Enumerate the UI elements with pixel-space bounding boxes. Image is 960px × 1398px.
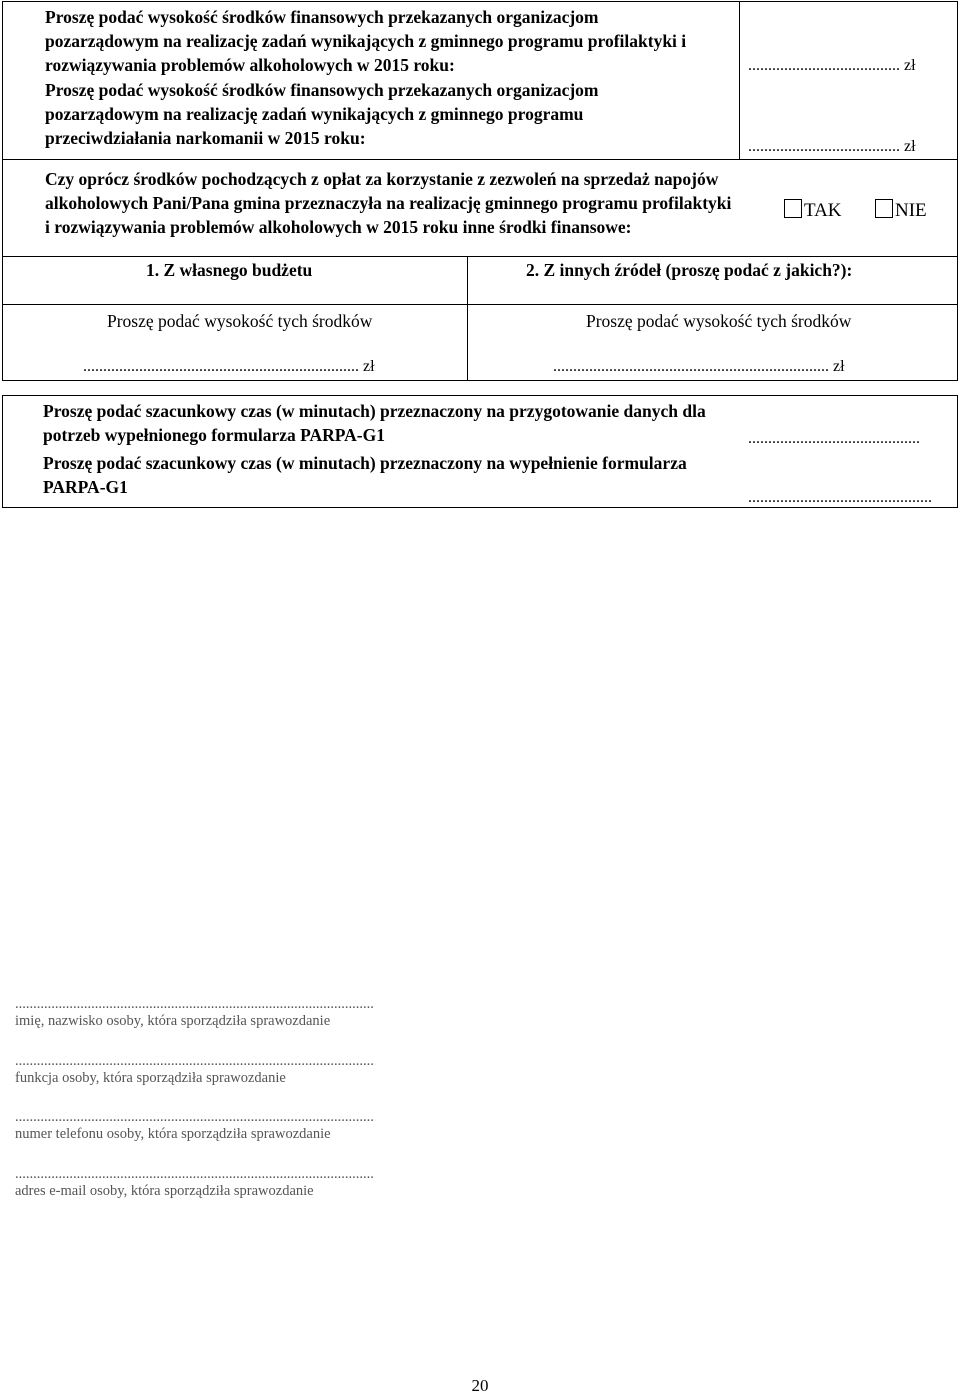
signature-email xyxy=(15,1168,374,1200)
q96-column-2-label: Proszę podać wysokość tych środków xyxy=(586,311,852,331)
signature-phone-field[interactable]: ................................................................................................... xyxy=(15,1111,374,1125)
question-97 xyxy=(5,399,725,447)
question-98-text: Proszę podać szacunkowy czas (w minutach) przeznaczony na wypełnienie formularza PARPA-G1 xyxy=(43,453,687,497)
question-96-number xyxy=(7,167,45,191)
signature-phone-label: numer telefonu osoby, która sporządziła sprawozdanie xyxy=(15,1126,331,1142)
question-95-number xyxy=(7,78,45,102)
question-94-text: Proszę podać wysokość środków finansowych przekazanych organizacjom pozarządowym na realizację zadań wynikających z gminnego programu profilaktyki i rozwiązywania problemów alkoholowych w 2015 roku: xyxy=(45,7,687,75)
question-96-text: Czy oprócz środków pochodzących z opłat za korzystanie z zezwoleń na sprzedaż napojów alkoholowych Pani/Pana gmina przeznaczyła na realizację gminnego programu profilaktyki i rozwiązywania problemów alkoholowych w 2015 roku inne środki finansowe: xyxy=(45,169,732,237)
signature-name-label: imię, nazwisko osoby, która sporządziła sprawozdanie xyxy=(15,1013,331,1029)
page-number: 20 xyxy=(471,1376,489,1395)
option-nie[interactable] xyxy=(875,199,927,223)
option-tak[interactable] xyxy=(784,199,842,223)
signature-email-label: adres e-mail osoby, która sporządziła sprawozdanie xyxy=(15,1183,314,1199)
question-95 xyxy=(7,78,707,150)
question-98-answer-field[interactable]: .............................................. xyxy=(748,489,932,506)
q96-column-1-header: 1. Z własnego budżetu xyxy=(146,260,313,280)
signature-phone xyxy=(15,1111,374,1143)
signature-email-field[interactable]: ................................................................................................... xyxy=(15,1168,374,1182)
question-95-answer-field[interactable]: ...................................... zł xyxy=(748,138,916,155)
divider-q96-sources xyxy=(2,256,958,257)
divider-q96 xyxy=(2,159,958,160)
question-95-text: Proszę podać wysokość środków finansowych przekazanych organizacjom pozarządowym na realizację zadań wynikających z gminnego programu przeciwdziałania narkomanii w 2015 roku: xyxy=(45,80,599,148)
signature-function xyxy=(15,1055,374,1087)
question-96 xyxy=(7,167,732,239)
q96-column-1-label: Proszę podać wysokość tych środków xyxy=(107,311,373,331)
question-94 xyxy=(7,5,707,77)
question-97-number xyxy=(5,399,43,423)
divider-q96-columns xyxy=(467,256,468,381)
q96-column-2-header: 2. Z innych źródeł (proszę podać z jakich?): xyxy=(526,260,853,280)
checkbox-tak[interactable] xyxy=(784,199,802,218)
option-nie-label: NIE xyxy=(895,200,927,221)
question-97-text: Proszę podać szacunkowy czas (w minutach) przeznaczony na przygotowanie danych dla potrzeb wypełnionego formularza PARPA-G1 xyxy=(43,401,706,445)
checkbox-nie[interactable] xyxy=(875,199,893,218)
signature-function-label: funkcja osoby, która sporządziła sprawozdanie xyxy=(15,1070,286,1086)
question-94-number xyxy=(7,5,45,29)
divider-answer-column xyxy=(739,1,740,159)
signature-name-field[interactable]: ................................................................................................... xyxy=(15,998,374,1012)
q96-column-2-answer-field[interactable]: ..................................................................... zł xyxy=(553,358,845,375)
question-98-number xyxy=(5,451,43,475)
signature-function-field[interactable]: ................................................................................................... xyxy=(15,1055,374,1069)
question-94-answer-field[interactable]: ...................................... zł xyxy=(748,57,916,74)
divider-q96-headers xyxy=(2,304,958,305)
question-98 xyxy=(5,451,725,499)
signature-name xyxy=(15,998,374,1030)
question-97-answer-field[interactable]: ........................................... xyxy=(748,430,920,447)
q96-column-1-answer-field[interactable]: ..................................................................... zł xyxy=(83,358,375,375)
option-tak-label: TAK xyxy=(804,200,842,221)
